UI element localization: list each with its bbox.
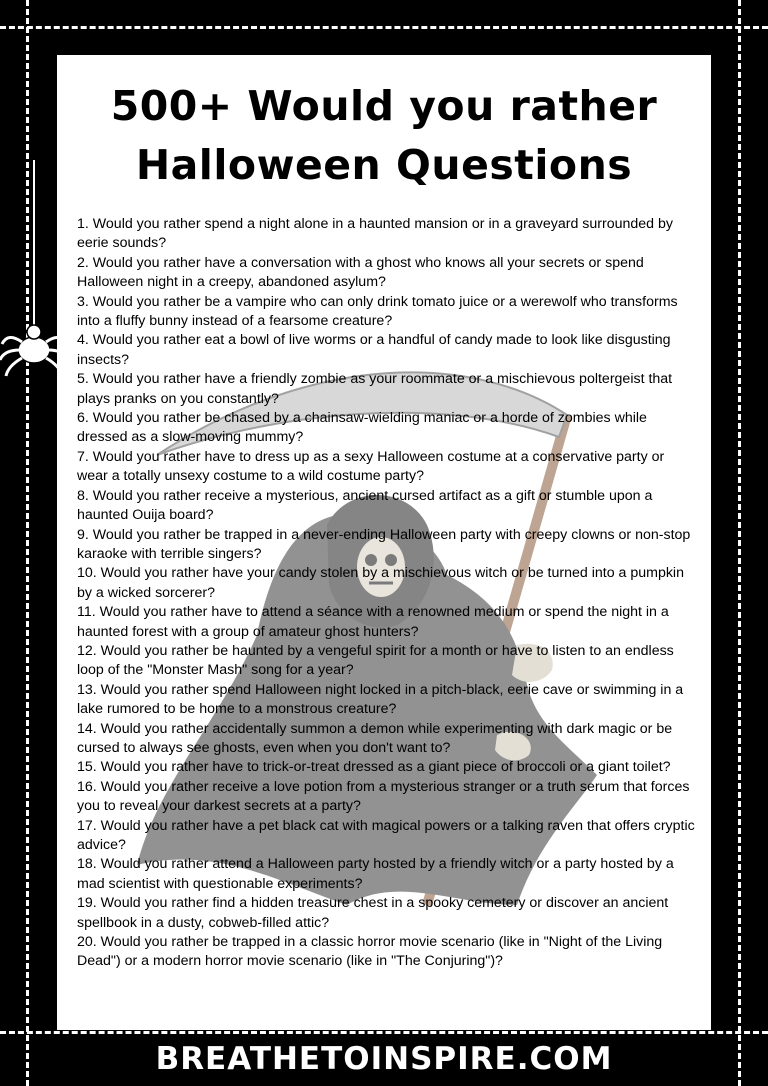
question-item: 11. Would you rather have to attend a séance with a renowned medium or spend the night in a haunted forest with a group of amateur ghost hunters? xyxy=(77,604,669,640)
content-card xyxy=(57,55,711,1030)
question-item: 16. Would you rather receive a love potion from a mysterious stranger or a truth serum that forces you to reveal your darkest secrets at a party? xyxy=(77,778,690,815)
spider-icon xyxy=(0,160,80,390)
question-item: 15. Would you rather have to trick-or-treat dressed as a giant piece of broccoli or a giant toilet? xyxy=(77,759,671,776)
question-item: 5. Would you rather have a friendly zombie as your roommate or a mischievous poltergeist that plays pranks on you constantly? xyxy=(77,371,673,407)
question-item: 12. Would you rather be haunted by a vengeful spirit for a month or have to listen to an endless loop of the "Monster Mash" song for a year? xyxy=(77,642,674,679)
question-item: 9. Would you rather be trapped in a never-ending Halloween party with creepy clowns or non-stop karaoke with terrible singers? xyxy=(77,526,691,562)
question-item: 13. Would you rather spend Halloween night locked in a pitch-black, eerie cave or swimming in a lake rumored to be home to a monstrous creature? xyxy=(77,681,684,718)
question-item: 17. Would you rather have a pet black cat with magical powers or a talking raven that offers cryptic advice? xyxy=(77,817,695,853)
dashed-border-top xyxy=(0,26,768,29)
question-item: 8. Would you rather receive a mysterious, ancient cursed artifact as a gift or stumble upon a haunted Ouija board? xyxy=(77,487,653,524)
footer-site-url: BREATHETOINSPIRE.COM xyxy=(155,1041,613,1077)
question-item: 6. Would you rather be chased by a chainsaw-wielding maniac or a horde of zombies while dressed as a slow-moving mummy? xyxy=(77,410,647,446)
question-item: 10. Would you rather have your candy stolen by a mischievous witch or be turned into a pumpkin by a wicked sorcerer? xyxy=(77,565,684,601)
question-item: 7. Would you rather have to dress up as a sexy Halloween costume at a conservative party or wear a totally unsexy costume to a wild costume party? xyxy=(77,448,665,485)
title-line-2: Halloween Questions xyxy=(135,141,633,189)
question-item: 2. Would you rather have a conversation with a ghost who knows all your secrets or spend Halloween night in a creepy, abandoned asylum? xyxy=(77,254,644,291)
question-item: 4. Would you rather eat a bowl of live worms or a handful of candy made to look like disgusting insects? xyxy=(77,332,671,368)
question-item: 1. Would you rather spend a night alone in a haunted mansion or in a graveyard surrounded by eerie sounds? xyxy=(77,216,673,252)
question-item: 19. Would you rather find a hidden treasure chest in a spooky cemetery or discover an ancient spellbook in a dusty, cobweb-filled attic? xyxy=(77,895,669,931)
question-item: 20. Would you rather be trapped in a classic horror movie scenario (like in "Night of the Living Dead") or a modern horror movie scenario (like in "The Conjuring")? xyxy=(77,934,663,970)
page-title xyxy=(57,77,711,195)
dashed-border-right xyxy=(738,0,741,1086)
question-item: 18. Would you rather attend a Halloween party hosted by a friendly witch or a party hosted by a mad scientist with questionable experiments? xyxy=(77,856,674,892)
dashed-border-bottom xyxy=(0,1031,768,1034)
questions-list xyxy=(77,215,697,972)
question-item: 14. Would you rather accidentally summon a demon while experimenting with dark magic or be cursed to always see ghosts, even when you don't want to? xyxy=(77,720,673,756)
title-line-1: 500+ Would you rather xyxy=(110,82,658,130)
question-item: 3. Would you rather be a vampire who can only drink tomato juice or a werewolf who transforms into a fluffy bunny instead of a fearsome creature? xyxy=(77,293,678,330)
